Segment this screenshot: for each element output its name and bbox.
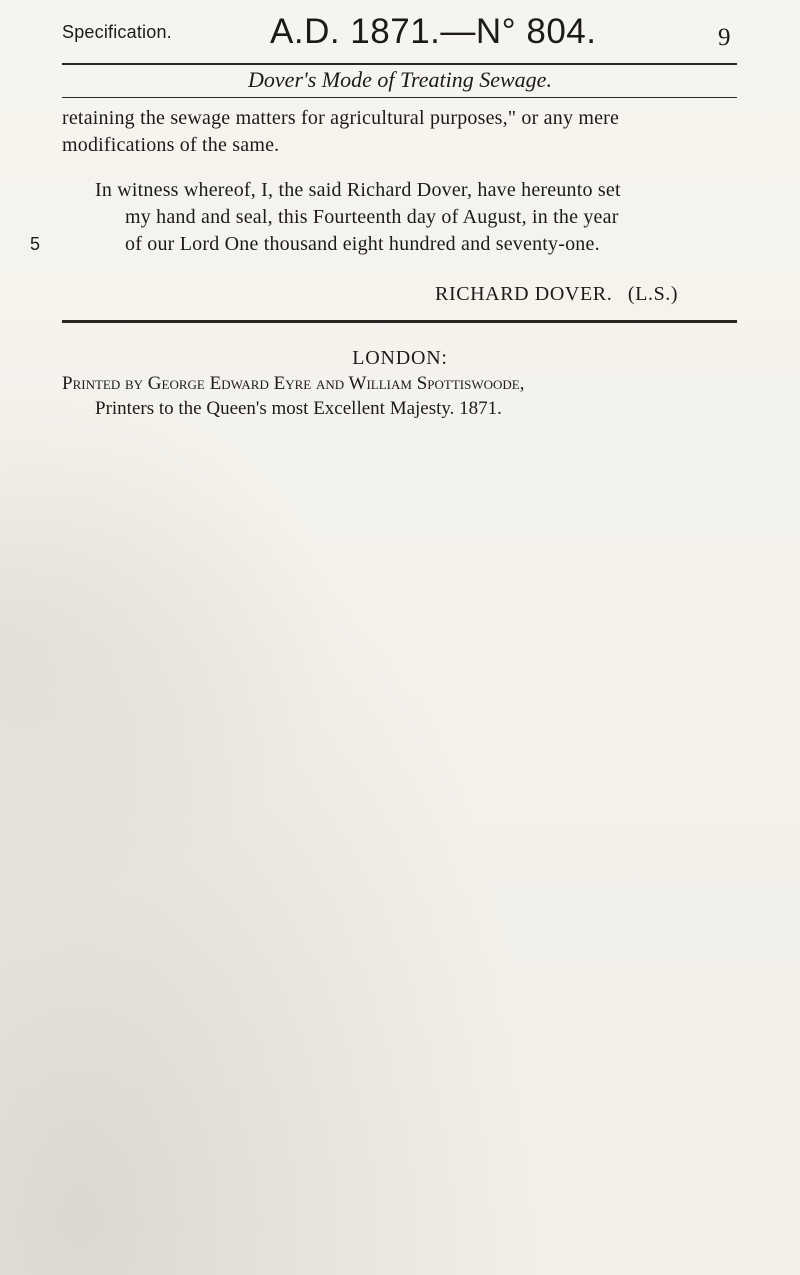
paragraph-line: my hand and seal, this Fourteenth day of August, in the year (125, 206, 619, 228)
imprint-printers-line: Printed by George Edward Eyre and William Spottiswoode, (62, 373, 525, 394)
paragraph-line: modifications of the same. (62, 134, 280, 156)
signature-line (435, 283, 678, 306)
header-rule (62, 63, 737, 65)
running-head-rule (62, 97, 737, 98)
imprint-city: LONDON: (352, 347, 448, 369)
footer-rule (62, 320, 737, 323)
paragraph-line: of our Lord One thousand eight hundred and seventy-one. (125, 233, 600, 255)
patent-header-title: A.D. 1871.—N° 804. (270, 12, 597, 51)
margin-line-number: 5 (30, 234, 41, 254)
seal-mark: (L.S.) (627, 283, 679, 305)
page-number: 9 (718, 24, 731, 51)
running-head: Dover's Mode of Treating Sewage. (248, 67, 552, 92)
paragraph-line: In witness whereof, I, the said Richard Dover, have hereunto set (95, 179, 621, 201)
paragraph-line: retaining the sewage matters for agricultural purposes," or any mere (62, 107, 620, 129)
signatory-name: RICHARD DOVER. (435, 283, 613, 305)
imprint-majesty-line: Printers to the Queen's most Excellent Majesty. 1871. (95, 398, 502, 419)
specification-label: Specification. (62, 22, 172, 42)
